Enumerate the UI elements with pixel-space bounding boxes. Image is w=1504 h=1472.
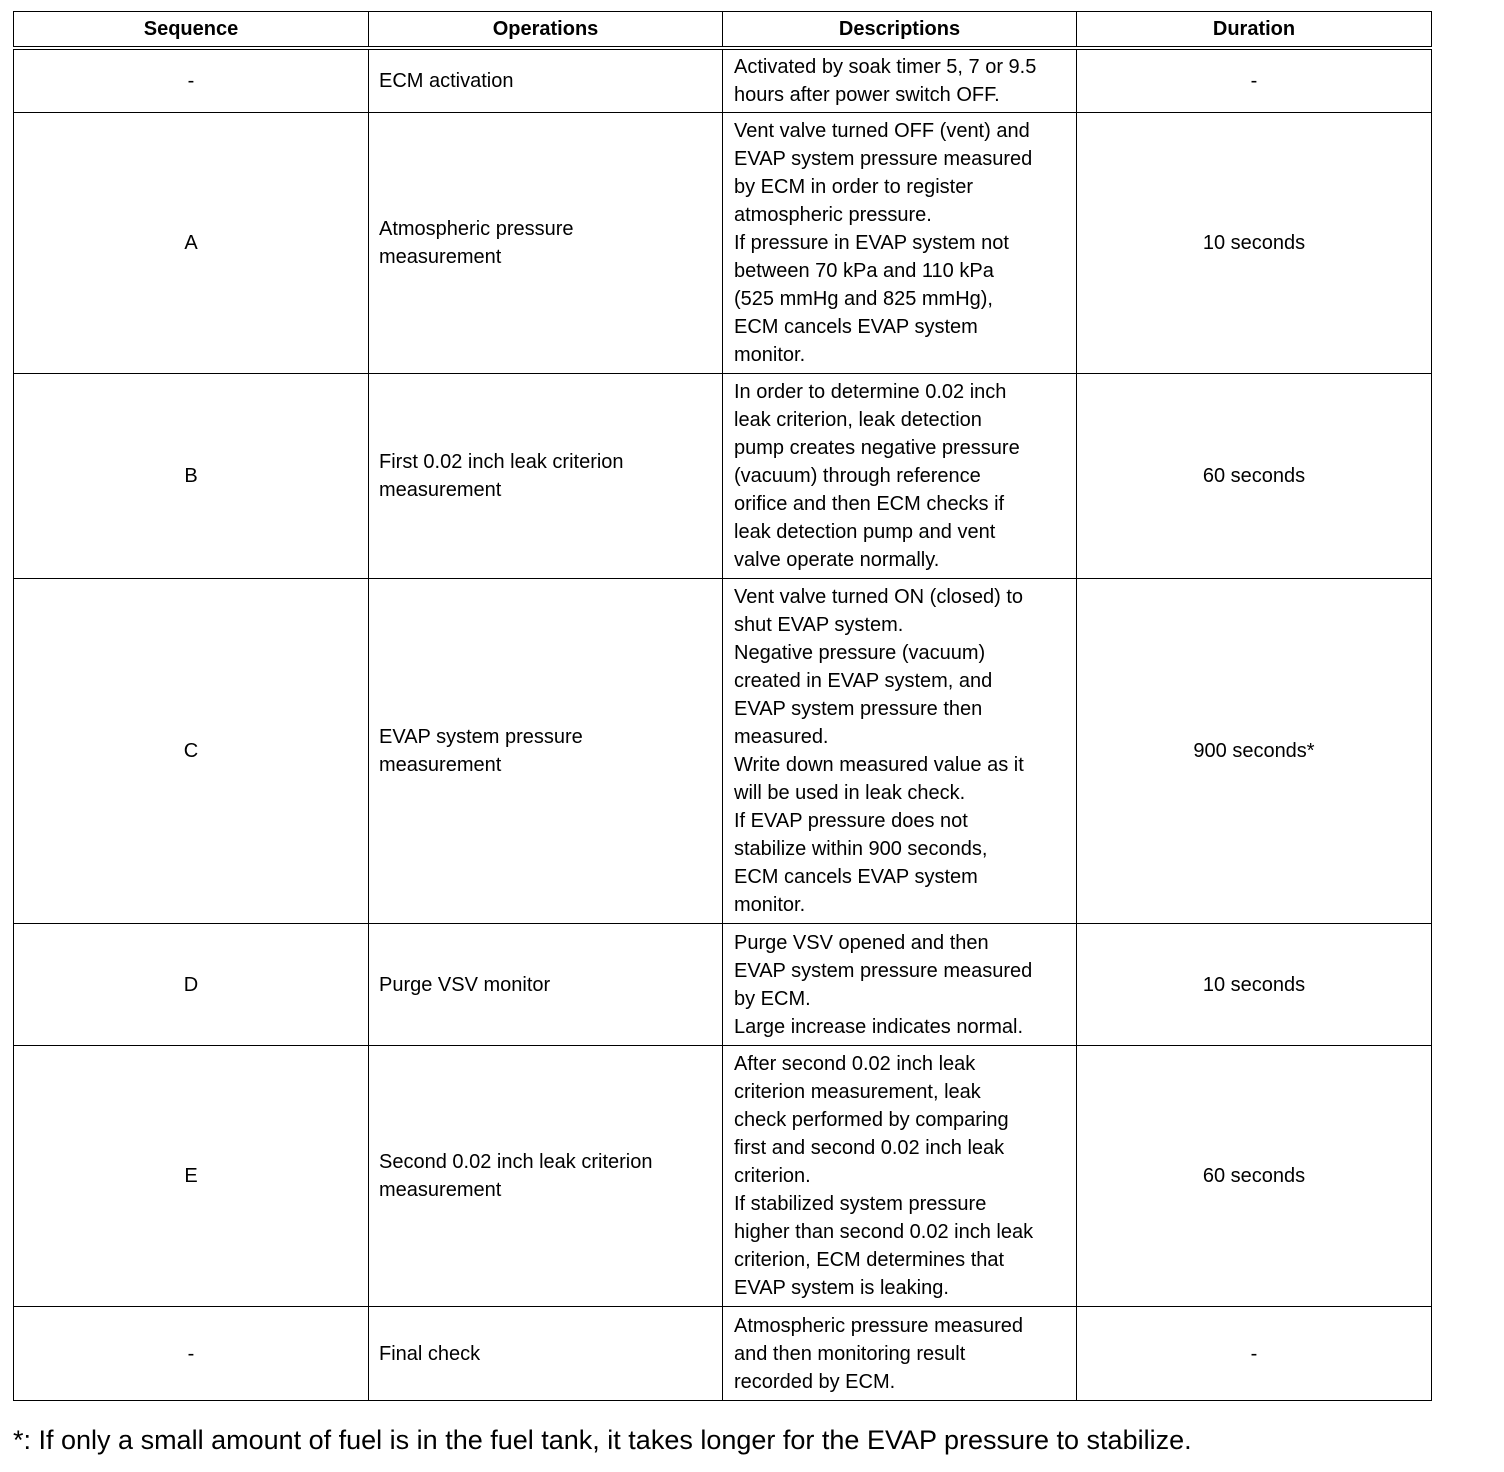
cell-sequence: C bbox=[14, 579, 369, 924]
operation-line: measurement bbox=[379, 479, 502, 501]
description-line: recorded by ECM. bbox=[734, 1370, 896, 1393]
description-line: and then monitoring result bbox=[734, 1342, 966, 1365]
description-line: stabilize within 900 seconds, bbox=[734, 838, 988, 860]
description-line: Large increase indicates normal. bbox=[734, 1015, 1024, 1038]
description-line: EVAP system pressure measured bbox=[734, 959, 1033, 982]
operation-line: Second 0.02 inch leak criterion bbox=[379, 1151, 653, 1173]
header-duration: Duration bbox=[1077, 12, 1432, 49]
operation-line: measurement bbox=[379, 1179, 502, 1201]
table-row bbox=[14, 113, 1432, 374]
cell-sequence: E bbox=[14, 1046, 369, 1307]
description-line: leak detection pump and vent bbox=[734, 521, 996, 543]
cell-sequence: - bbox=[14, 48, 369, 113]
table-row bbox=[14, 924, 1432, 1046]
cell-duration: - bbox=[1077, 48, 1432, 113]
description-line: will be used in leak check. bbox=[734, 782, 966, 804]
cell-description bbox=[723, 48, 1077, 113]
operation-line: First 0.02 inch leak criterion bbox=[379, 451, 624, 473]
operation-line: ECM activation bbox=[379, 70, 514, 92]
description-line: (vacuum) through reference bbox=[734, 465, 981, 487]
operation-line: Atmospheric pressure bbox=[379, 218, 574, 240]
header-descriptions: Descriptions bbox=[723, 12, 1077, 49]
operation-line: Purge VSV monitor bbox=[379, 973, 551, 996]
description-line: criterion, ECM determines that bbox=[734, 1249, 1005, 1271]
description-line: between 70 kPa and 110 kPa bbox=[734, 260, 994, 282]
description-line: first and second 0.02 inch leak bbox=[734, 1137, 1005, 1159]
description-line: atmospheric pressure. bbox=[734, 204, 932, 226]
cell-description bbox=[723, 924, 1077, 1046]
description-line: Atmospheric pressure measured bbox=[734, 1314, 1024, 1337]
description-line: ECM cancels EVAP system bbox=[734, 316, 978, 338]
description-line: monitor. bbox=[734, 894, 806, 916]
description-line: If pressure in EVAP system not bbox=[734, 232, 1009, 254]
description-line: orifice and then ECM checks if bbox=[734, 493, 1005, 515]
cell-operation bbox=[369, 1046, 723, 1307]
description-line: criterion measurement, leak bbox=[734, 1081, 981, 1103]
cell-description bbox=[723, 1307, 1077, 1401]
operation-line: measurement bbox=[379, 754, 502, 776]
table-row bbox=[14, 579, 1432, 924]
description-line: by ECM. bbox=[734, 987, 811, 1010]
cell-operation bbox=[369, 924, 723, 1046]
table-body bbox=[14, 48, 1432, 1401]
cell-operation bbox=[369, 48, 723, 113]
description-line: check performed by comparing bbox=[734, 1109, 1009, 1131]
cell-duration: 10 seconds bbox=[1077, 113, 1432, 374]
cell-duration: - bbox=[1077, 1307, 1432, 1401]
cell-sequence: D bbox=[14, 924, 369, 1046]
description-line: valve operate normally. bbox=[734, 549, 940, 571]
description-line: Vent valve turned OFF (vent) and bbox=[734, 120, 1030, 142]
cell-duration: 60 seconds bbox=[1077, 1046, 1432, 1307]
description-line: In order to determine 0.02 inch bbox=[734, 381, 1007, 403]
description-line: hours after power switch OFF. bbox=[734, 84, 1000, 106]
description-line: Vent valve turned ON (closed) to bbox=[734, 586, 1024, 608]
description-line: EVAP system pressure then bbox=[734, 698, 983, 720]
description-line: leak criterion, leak detection bbox=[734, 409, 982, 431]
table-row bbox=[14, 48, 1432, 113]
description-line: monitor. bbox=[734, 344, 806, 366]
table-row bbox=[14, 1046, 1432, 1307]
cell-description bbox=[723, 113, 1077, 374]
description-line: (525 mmHg and 825 mmHg), bbox=[734, 288, 993, 310]
description-line: criterion. bbox=[734, 1165, 811, 1187]
cell-operation bbox=[369, 579, 723, 924]
description-line: EVAP system pressure measured bbox=[734, 148, 1033, 170]
cell-duration: 900 seconds* bbox=[1077, 579, 1432, 924]
table-row bbox=[14, 374, 1432, 579]
description-line: higher than second 0.02 inch leak bbox=[734, 1221, 1034, 1243]
cell-sequence: B bbox=[14, 374, 369, 579]
description-line: shut EVAP system. bbox=[734, 614, 904, 636]
cell-description bbox=[723, 579, 1077, 924]
header-operations: Operations bbox=[369, 12, 723, 49]
description-line: by ECM in order to register bbox=[734, 176, 973, 198]
description-line: If EVAP pressure does not bbox=[734, 810, 968, 832]
description-line: Write down measured value as it bbox=[734, 754, 1024, 776]
cell-sequence: A bbox=[14, 113, 369, 374]
cell-operation bbox=[369, 374, 723, 579]
description-line: If stabilized system pressure bbox=[734, 1193, 987, 1215]
operation-line: Final check bbox=[379, 1342, 481, 1365]
description-line: measured. bbox=[734, 726, 829, 748]
cell-duration: 10 seconds bbox=[1077, 924, 1432, 1046]
cell-operation bbox=[369, 1307, 723, 1401]
operation-line: EVAP system pressure bbox=[379, 726, 583, 748]
cell-sequence: - bbox=[14, 1307, 369, 1401]
table-row bbox=[14, 1307, 1432, 1401]
description-line: After second 0.02 inch leak bbox=[734, 1053, 976, 1075]
description-line: Negative pressure (vacuum) bbox=[734, 642, 986, 664]
cell-operation bbox=[369, 113, 723, 374]
cell-description bbox=[723, 1046, 1077, 1307]
description-line: ECM cancels EVAP system bbox=[734, 866, 978, 888]
operation-line: measurement bbox=[379, 246, 502, 268]
header-sequence: Sequence bbox=[14, 12, 369, 49]
description-line: created in EVAP system, and bbox=[734, 670, 993, 692]
table-header-row bbox=[14, 12, 1432, 49]
cell-description bbox=[723, 374, 1077, 579]
description-line: Purge VSV opened and then bbox=[734, 931, 989, 954]
description-line: pump creates negative pressure bbox=[734, 437, 1020, 459]
footnote: *: If only a small amount of fuel is in the fuel tank, it takes longer for the EVAP pressure to stabilize. bbox=[13, 1425, 1192, 1455]
evap-monitor-sequence-table bbox=[13, 11, 1432, 1401]
description-line: Activated by soak timer 5, 7 or 9.5 bbox=[734, 56, 1037, 78]
description-line: EVAP system is leaking. bbox=[734, 1277, 949, 1299]
cell-duration: 60 seconds bbox=[1077, 374, 1432, 579]
